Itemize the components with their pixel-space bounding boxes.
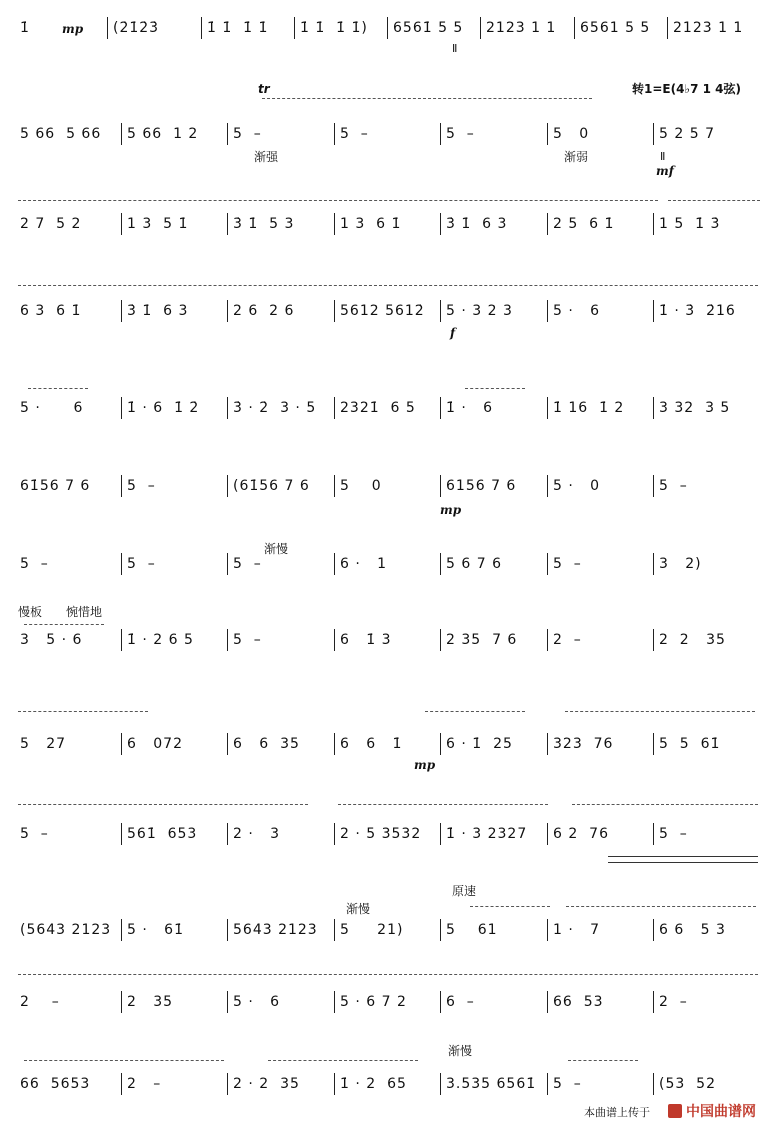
measure: 1̇ · 3̇ 2̇16	[659, 303, 736, 319]
measure: 2 35	[127, 994, 174, 1010]
measure: (5643 2123	[20, 922, 112, 938]
measure: 66 53	[553, 994, 604, 1010]
measure: 5 5 61̇	[659, 736, 721, 752]
measure: 5 61	[446, 922, 498, 938]
barline	[547, 823, 548, 845]
measure: 2123 1 1	[486, 20, 557, 36]
string-marking: Ⅱ	[452, 42, 459, 55]
dynamic-f: f	[450, 326, 456, 340]
barline	[667, 17, 668, 39]
measure: 6561 5 5	[580, 20, 651, 36]
barline	[334, 213, 335, 235]
dashed-line	[470, 906, 550, 907]
barline	[121, 475, 122, 497]
barline	[440, 733, 441, 755]
measure: 3.535 6561̇	[446, 1076, 537, 1092]
measure: 2 7 5 2	[20, 216, 82, 232]
dynamic-mf: mf	[656, 164, 674, 178]
measure: 2 2 35	[659, 632, 726, 648]
measure: 5 21)	[340, 922, 404, 938]
measure: 2 5 6 1̇	[553, 216, 615, 232]
measure: 2 35 7 6	[446, 632, 518, 648]
barline	[227, 733, 228, 755]
measure: 5 –	[659, 478, 688, 494]
dashed-line	[18, 804, 308, 805]
barline	[121, 300, 122, 322]
barline	[334, 919, 335, 941]
measure: 6 · 1	[340, 556, 388, 572]
barline	[653, 123, 654, 145]
measure: 5 –	[553, 1076, 582, 1092]
barline	[440, 991, 441, 1013]
measure: 6 · 1̇ 25	[446, 736, 513, 752]
barline	[653, 553, 654, 575]
barline	[227, 919, 228, 941]
measure: 6 6 1̇	[340, 736, 403, 752]
barline	[227, 553, 228, 575]
ritardando-text: 渐慢	[346, 902, 371, 916]
dynamic-mp: mp	[62, 22, 84, 36]
measure: 561̇ 653	[127, 826, 198, 842]
barline	[653, 991, 654, 1013]
expression-text: 惋惜地	[66, 605, 103, 619]
measure: 2 · 3	[233, 826, 281, 842]
measure: 6 –	[446, 994, 475, 1010]
barline	[201, 17, 202, 39]
measure: 66 5653	[20, 1076, 91, 1092]
barline	[547, 397, 548, 419]
barline	[227, 823, 228, 845]
barline	[440, 475, 441, 497]
barline	[653, 919, 654, 941]
barline	[440, 213, 441, 235]
measure: 5 · 6	[553, 303, 601, 319]
measure: 323 76	[553, 736, 614, 752]
measure: 5 66 5 66	[20, 126, 102, 142]
measure: 5 –	[659, 826, 688, 842]
dashed-line	[425, 711, 525, 712]
dynamic-mp: mp	[440, 503, 462, 517]
barline	[121, 397, 122, 419]
dashed-line	[28, 388, 88, 389]
barline	[440, 919, 441, 941]
barline	[653, 629, 654, 651]
barline	[653, 1073, 654, 1095]
measure: 1̇ · 2 6 5	[127, 632, 194, 648]
barline	[440, 823, 441, 845]
measure: 61̇56 7 6	[20, 478, 91, 494]
measure: 5 –	[127, 556, 156, 572]
measure: 5 –	[553, 556, 582, 572]
barline	[121, 553, 122, 575]
barline	[653, 397, 654, 419]
measure: 1̇ 1̇ 1̇ 1̇	[207, 20, 269, 36]
crescendo-text: 渐强	[254, 150, 279, 164]
barline	[547, 300, 548, 322]
measure: 3̇ 1̇ 6 3	[446, 216, 508, 232]
dynamic-mp: mp	[414, 758, 436, 772]
measure: 2 –	[659, 994, 688, 1010]
measure: 5 6 7 6	[446, 556, 502, 572]
diminuendo-text: 渐弱	[564, 150, 589, 164]
barline	[653, 823, 654, 845]
barline	[334, 823, 335, 845]
measure: 1 · 7	[553, 922, 601, 938]
string-marking: Ⅱ	[660, 150, 667, 163]
measure: 3̇ 1̇ 6 3	[127, 303, 189, 319]
measure: 3 5 · 6	[20, 632, 83, 648]
measure: 5 · 6	[20, 400, 84, 416]
barline	[334, 475, 335, 497]
barline	[653, 213, 654, 235]
measure: (53 52	[659, 1076, 716, 1092]
dashed-line	[338, 804, 548, 805]
dashed-line	[668, 200, 760, 201]
measure: 5 –	[446, 126, 475, 142]
barline	[227, 123, 228, 145]
measure: 6 072	[127, 736, 183, 752]
measure: 5 27	[20, 736, 67, 752]
barline	[334, 991, 335, 1013]
measure: 5 · 0	[553, 478, 601, 494]
measure: 1 3 5 1̇	[127, 216, 189, 232]
measure: 5 · 3 2 3	[446, 303, 513, 319]
dashed-line	[24, 1060, 224, 1061]
measure: 3̇ 1̇ 5 3	[233, 216, 295, 232]
measure: 2 –	[20, 994, 60, 1010]
barline	[121, 123, 122, 145]
barline	[121, 733, 122, 755]
dashed-line	[565, 711, 755, 712]
measure: 1̇ · 2 65	[340, 1076, 407, 1092]
site-logo-icon	[668, 1104, 682, 1118]
barline	[227, 397, 228, 419]
barline	[121, 823, 122, 845]
barline	[547, 629, 548, 651]
barline	[547, 213, 548, 235]
measure: 5 2 5 7	[659, 126, 715, 142]
measure: (2̇1̇2̇3̇	[113, 20, 160, 36]
measure: 6 3 6 1̇	[20, 303, 82, 319]
barline	[227, 475, 228, 497]
barline	[547, 991, 548, 1013]
hairpin	[608, 862, 758, 863]
measure: 1̇ 16 1̇ 2	[553, 400, 625, 416]
site-logo: 中国曲谱网	[686, 1104, 756, 1120]
dashed-line	[18, 285, 758, 286]
dashed-line	[18, 974, 758, 975]
key-change: 转1=E(4♭7 1 4弦)	[632, 82, 741, 96]
measure: 6561̇ 5 5	[393, 20, 464, 36]
measure: 2 –	[553, 632, 582, 648]
measure: 6 6 35	[233, 736, 300, 752]
measure: 2 · 2 35	[233, 1076, 300, 1092]
barline	[334, 553, 335, 575]
measure: 3 32 3 5	[659, 400, 731, 416]
measure: 5 66 1 2	[127, 126, 199, 142]
dashed-line	[24, 624, 104, 625]
barline	[440, 397, 441, 419]
measure: 5 · 6 7 2	[340, 994, 407, 1010]
measure: 6156 7 6	[446, 478, 517, 494]
hairpin	[608, 856, 758, 857]
barline	[121, 991, 122, 1013]
barline	[121, 919, 122, 941]
measure: 5 –	[20, 826, 49, 842]
barline	[387, 17, 388, 39]
barline	[334, 123, 335, 145]
measure: 1̇ · 3 2327	[446, 826, 528, 842]
barline	[227, 300, 228, 322]
barline	[227, 991, 228, 1013]
ritardando-text: 渐慢	[264, 542, 289, 556]
measure: 1̇	[20, 20, 30, 36]
barline	[334, 733, 335, 755]
measure: 6 1̇ 3	[340, 632, 392, 648]
barline	[121, 213, 122, 235]
barline	[107, 17, 108, 39]
barline	[547, 919, 548, 941]
barline	[547, 123, 548, 145]
measure: 5 –	[233, 126, 262, 142]
barline	[227, 213, 228, 235]
measure: 5 0	[340, 478, 382, 494]
barline	[547, 475, 548, 497]
dashed-line	[18, 200, 658, 201]
dashed-line	[572, 804, 758, 805]
measure: 1̇ · 6	[446, 400, 494, 416]
barline	[334, 1073, 335, 1095]
measure: 1̇ 1̇ 1̇ 1̇)	[300, 20, 368, 36]
trill-mark: tr	[258, 82, 270, 96]
barline	[334, 300, 335, 322]
barline	[440, 123, 441, 145]
measure: 1 3 6 1̇	[340, 216, 402, 232]
barline	[440, 553, 441, 575]
barline	[547, 1073, 548, 1095]
measure: 5 –	[233, 556, 262, 572]
measure: 5 –	[127, 478, 156, 494]
trill-line	[262, 98, 592, 99]
measure: 2123 1 1	[673, 20, 744, 36]
footer-upload-note: 本曲谱上传于	[584, 1106, 650, 1119]
barline	[653, 300, 654, 322]
measure: 5 · 6	[233, 994, 281, 1010]
dashed-line	[568, 1060, 638, 1061]
measure: 5 –	[233, 632, 262, 648]
barline	[440, 629, 441, 651]
measure: 2 –	[127, 1076, 162, 1092]
barline	[227, 1073, 228, 1095]
barline	[121, 629, 122, 651]
tempo-slow: 慢板	[18, 605, 43, 619]
dashed-line	[566, 906, 756, 907]
measure: 3̇ · 2̇ 3 · 5	[233, 400, 317, 416]
dashed-line	[18, 711, 148, 712]
barline	[547, 553, 548, 575]
barline	[480, 17, 481, 39]
barline	[440, 1073, 441, 1095]
measure: 2321̇ 6 5	[340, 400, 416, 416]
barline	[334, 629, 335, 651]
measure: 3 2)	[659, 556, 702, 572]
barline	[653, 733, 654, 755]
a-tempo-text: 原速	[452, 884, 477, 898]
measure: 6 2 76	[553, 826, 609, 842]
measure: 5 –	[20, 556, 49, 572]
barline	[294, 17, 295, 39]
measure: 5643 2123	[233, 922, 318, 938]
measure: 5612 5612̇	[340, 303, 425, 319]
barline	[547, 733, 548, 755]
measure: 2 6 2 6	[233, 303, 295, 319]
dashed-line	[465, 388, 525, 389]
measure: 5 0	[553, 126, 590, 142]
barline	[653, 475, 654, 497]
barline	[334, 397, 335, 419]
barline	[574, 17, 575, 39]
measure: 1 5 1̇ 3̇	[659, 216, 721, 232]
ritardando-text: 渐慢	[448, 1044, 473, 1058]
barline	[440, 300, 441, 322]
measure: (61̇56 7 6	[233, 478, 310, 494]
measure: 1̇ · 6 1̇ 2̇	[127, 400, 200, 416]
measure: 5 –	[340, 126, 369, 142]
barline	[121, 1073, 122, 1095]
measure: 6 6 5 3	[659, 922, 726, 938]
measure: 5 · 61̇	[127, 922, 184, 938]
measure: 2 · 5 3532	[340, 826, 422, 842]
barline	[227, 629, 228, 651]
dashed-line	[268, 1060, 418, 1061]
